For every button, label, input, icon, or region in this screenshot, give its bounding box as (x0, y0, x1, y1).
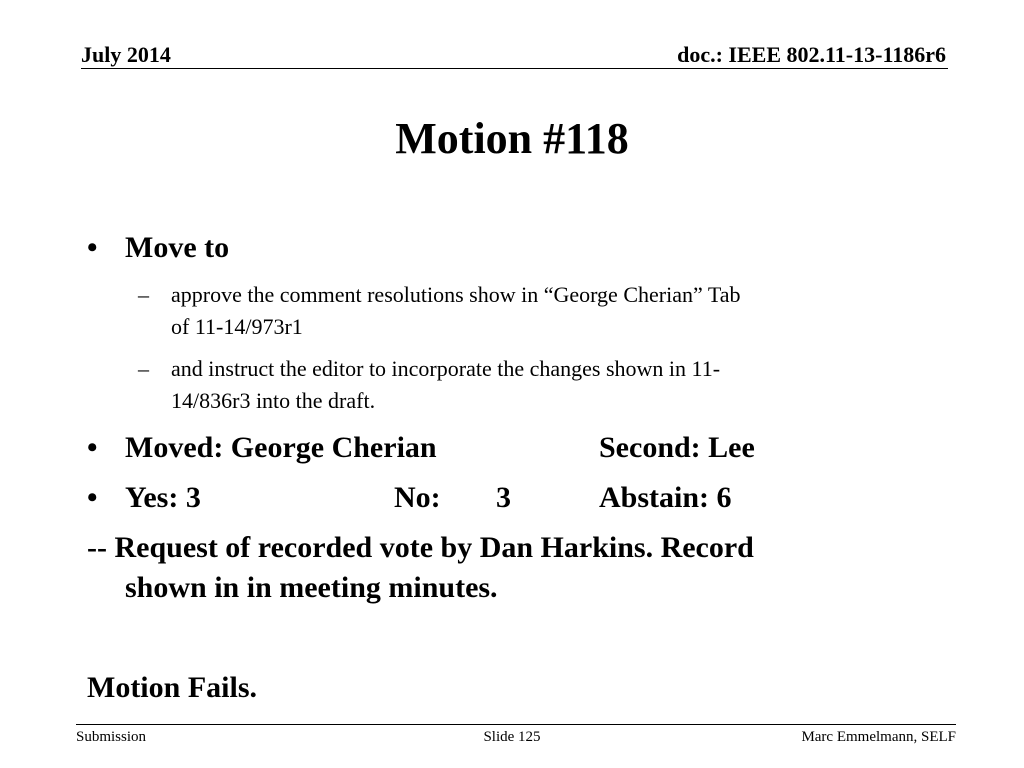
header-doc-id: doc.: IEEE 802.11-13-1186r6 (677, 42, 946, 67)
second-text: Second: Lee (599, 431, 755, 464)
vote-yes-text: Yes: 3 (125, 481, 201, 514)
recorded-vote-line2: shown in in meeting minutes. (125, 571, 498, 604)
bullet-marker: • (87, 481, 98, 514)
footer-author: Marc Emmelmann, SELF (801, 729, 956, 745)
bullet-marker: • (87, 431, 98, 464)
sub-item-instruct (138, 353, 898, 417)
sub-item-instruct-line2: 14/836r3 into the draft. (171, 388, 376, 413)
moved-by-text: Moved: George Cherian (125, 431, 437, 464)
sub-item-approve-line1: approve the comment resolutions show in “George Cherian” Tab (171, 282, 741, 307)
vote-no-value: 3 (496, 481, 511, 514)
dash-marker: – (138, 356, 149, 381)
footer-submission: Submission (76, 729, 147, 745)
footer-rule (76, 724, 956, 725)
move-to-text: Move to (125, 231, 230, 264)
bullet-marker: • (87, 231, 98, 264)
vote-no-label: No: (394, 481, 441, 514)
recorded-vote-line1: -- Request of recorded vote by Dan Harkins. Record (87, 531, 754, 564)
sub-item-approve-line2: of 11-14/973r1 (171, 314, 303, 339)
footer-slide-number: Slide 125 (483, 729, 541, 745)
slide-title: Motion #118 (395, 114, 629, 163)
recorded-vote-note (87, 528, 754, 608)
sub-item-instruct-line1: and instruct the editor to incorporate the changes shown in 11- (171, 356, 721, 381)
dash-marker: – (138, 282, 149, 307)
motion-result: Motion Fails. (87, 671, 257, 704)
header-rule (81, 68, 948, 69)
sub-item-approve (138, 279, 898, 343)
vote-abstain-text: Abstain: 6 (599, 481, 732, 514)
header-date: July 2014 (81, 42, 171, 67)
